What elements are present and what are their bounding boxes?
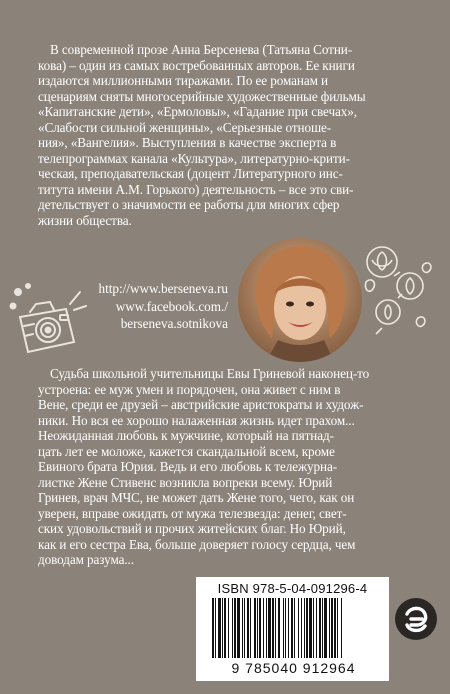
barcode-bar (309, 598, 312, 658)
barcode-bar (242, 598, 243, 658)
barcode-digits: 9 785040 912964 (231, 660, 356, 676)
barcode-bar (324, 598, 327, 658)
barcode-bar (232, 598, 233, 658)
barcode-bar (294, 598, 295, 658)
barcode-bar (215, 598, 216, 658)
barcode-bar (288, 598, 289, 658)
roses-ornament (358, 238, 448, 350)
facebook-link-line1[interactable]: www.facebook.com./ (115, 298, 228, 314)
barcode-bar (337, 598, 338, 658)
barcode-bar (212, 598, 214, 658)
barcode-bar (259, 598, 261, 658)
barcode-bar (266, 598, 267, 658)
barcode-bar (322, 598, 323, 658)
barcode-bar (329, 598, 330, 658)
barcode-bar (319, 598, 321, 658)
barcode-bar (224, 598, 226, 658)
barcode-bar (244, 598, 245, 658)
barcode-bar (268, 598, 271, 658)
publisher-logo-icon (394, 597, 438, 641)
barcode-bar (275, 598, 276, 658)
barcode-bar (263, 598, 264, 658)
barcode-bar (257, 598, 258, 658)
barcode-bar (285, 598, 286, 658)
barcode-bar (247, 598, 249, 658)
barcode-bar (313, 598, 314, 658)
barcode-bar (237, 598, 240, 658)
barcode-bar (298, 598, 299, 658)
barcode-bar (301, 598, 302, 658)
author-links (52, 280, 228, 333)
facebook-link-line2[interactable]: berseneva.sotnikova (120, 316, 228, 331)
barcode-bar (222, 598, 223, 658)
website-link[interactable]: http://www.berseneva.ru (98, 281, 228, 296)
barcode-bar (218, 598, 221, 658)
isbn-label: ISBN 978-5-04-091296-4 (217, 581, 368, 596)
barcode-bar (331, 598, 333, 658)
barcode-bar (291, 598, 293, 658)
author-bio: В современной прозе Анна Берсенева (Татьяна Сотни- кова) – один из самых востребованных авторов. Ее книги издаются миллионными тиражами. По ее романам и сценариям сняты многосерийные художественные фильмы «Капитанские дети», «Ермоловы», «Гадание при свечах», «Слабости сильной женщины», «Серьезные отноше- ния», «Вангелия». Выступления в качестве эксперта в телепрограммах канала «Культура», литературно-крити- ческая, преподавательская (доцент Литературного инс- титута имени А.М. Горького) деятельность – все это сви- детельствует о значимости ее работы для многих сфер жизни общества. (38, 42, 366, 228)
barcode-bar (334, 598, 336, 658)
barcode-bar (278, 598, 280, 658)
barcode-bar (316, 598, 317, 658)
barcode-bar (304, 598, 305, 658)
author-photo (238, 238, 362, 362)
barcode-block (196, 577, 389, 681)
barcode-bar (234, 598, 236, 658)
barcode-bar (228, 598, 229, 658)
barcode-bar (250, 598, 251, 658)
barcode-bar (272, 598, 274, 658)
barcode-bar (283, 598, 284, 658)
barcode-bar (341, 598, 342, 658)
barcode-bar (306, 598, 308, 658)
book-synopsis: Судьба школьной учительницы Евы Гриневой наконец-то устроена: ее муж умен и порядочен, она живет с ним в Вене, среди ее друзей – австрийские аристократы и худож- ники. Но вся ее хорошо налаженная жизнь идет прахом... Неожиданная любовь к мужчине, который на пятнад- цать лет ее моложе, кажется скандальной всем, кроме Евиного брата Юрия. Ведь и его любовь к тележурна- листке Жене Стивенс возникла вопреки всему. Юрий Гринев, врач МЧС, не может дать Жене того, чего, как он уверен, вправе ожидать от мужа телезвезда: денег, свет- ских удовольствий и прочих житейских благ. Но Юрий, как и его сестра Ева, больше доверяет голосу сердца, чем доводам разума... (38, 366, 370, 567)
barcode (210, 598, 375, 660)
barcode-bar (254, 598, 256, 658)
